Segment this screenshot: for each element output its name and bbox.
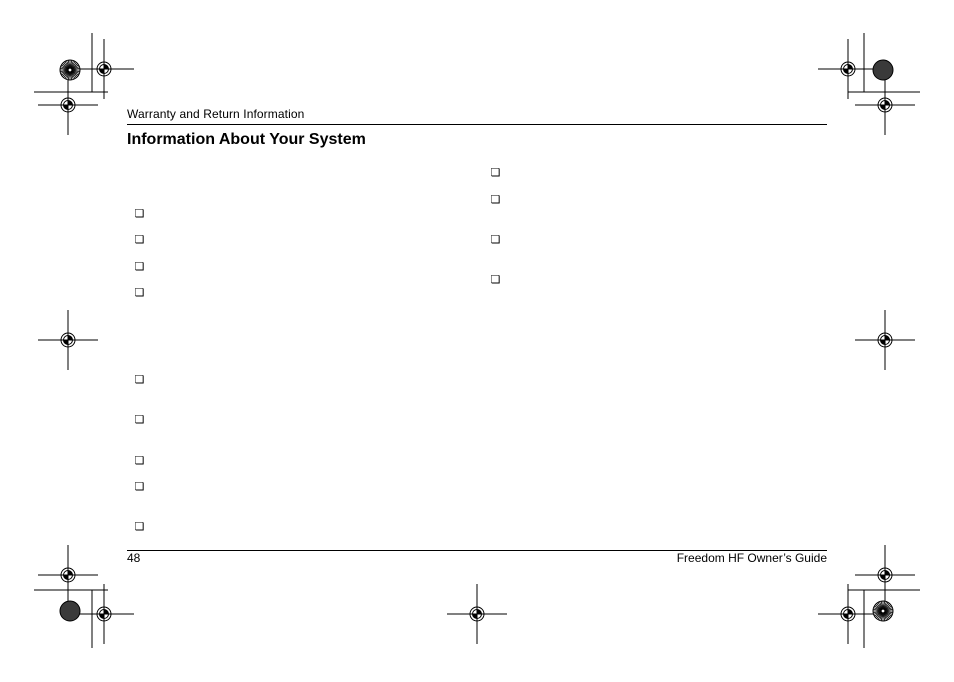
checkbox-icon[interactable]: ❏ [134, 373, 145, 386]
running-header: Warranty and Return Information [127, 107, 305, 121]
checkbox-icon[interactable]: ❏ [134, 520, 145, 533]
checkbox-icon[interactable]: ❏ [134, 454, 145, 467]
header-rule [127, 124, 827, 125]
registration-mark-icon [74, 584, 134, 644]
checkbox-icon[interactable]: ❏ [134, 233, 145, 246]
checkbox-icon[interactable]: ❏ [490, 166, 501, 179]
starburst-icon [60, 60, 80, 80]
checkbox-icon[interactable]: ❏ [490, 233, 501, 246]
solid-disc-icon [873, 60, 893, 80]
solid-disc-icon [60, 601, 80, 621]
registration-mark-icon [855, 310, 915, 370]
registration-mark-icon [447, 584, 507, 644]
registration-mark-icon [818, 584, 878, 644]
page-title: Information About Your System [127, 131, 366, 148]
registration-mark-icon [818, 39, 878, 99]
registration-mark-icon [74, 39, 134, 99]
registration-mark-icon [38, 75, 98, 135]
guide-title: Freedom HF Owner’s Guide [676, 551, 827, 565]
registration-mark-icon [38, 545, 98, 605]
registration-mark-icon [38, 310, 98, 370]
checkbox-icon[interactable]: ❏ [490, 193, 501, 206]
checkbox-icon[interactable]: ❏ [134, 260, 145, 273]
checkbox-icon[interactable]: ❏ [490, 273, 501, 286]
checkbox-icon[interactable]: ❏ [134, 207, 145, 220]
starburst-icon [873, 601, 893, 621]
checkbox-icon[interactable]: ❏ [134, 286, 145, 299]
checkbox-icon[interactable]: ❏ [134, 480, 145, 493]
checkbox-icon[interactable]: ❏ [134, 413, 145, 426]
page-number: 48 [127, 551, 141, 565]
